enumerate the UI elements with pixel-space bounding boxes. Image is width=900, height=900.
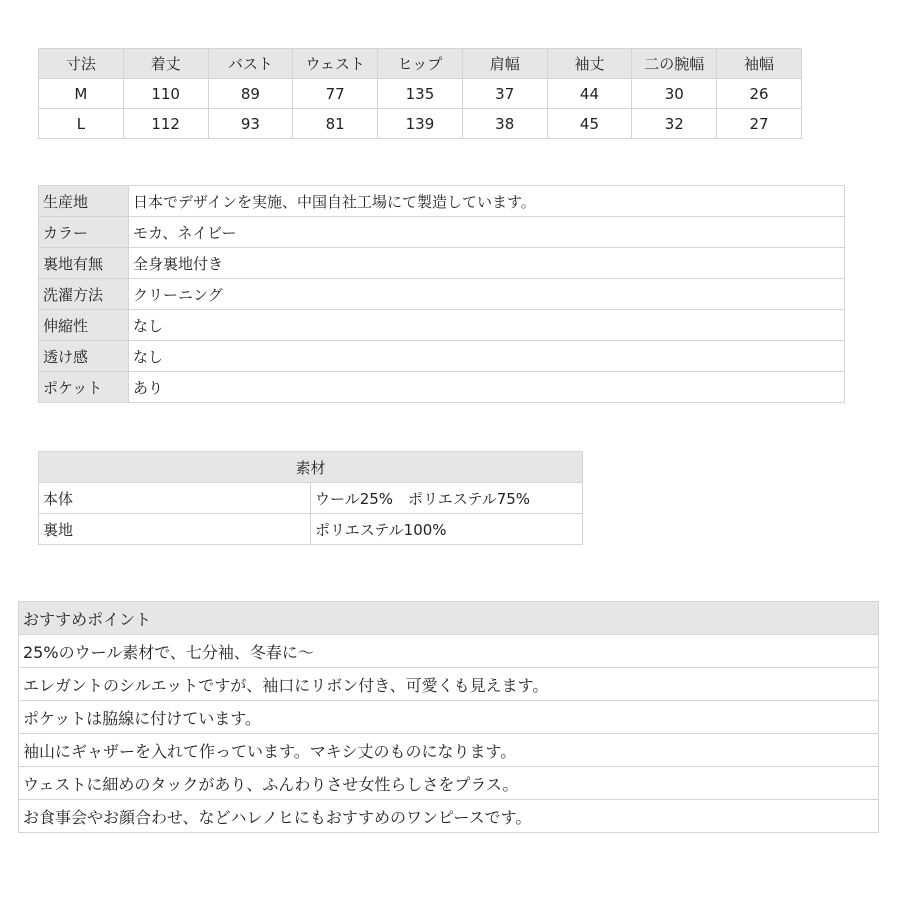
size-table (38, 48, 802, 139)
material-row (39, 483, 583, 514)
points-row (19, 800, 879, 833)
points-row (19, 767, 879, 800)
size-header-cell: 寸法 (39, 49, 124, 79)
spec-value: 全身裏地付き (129, 248, 845, 279)
spec-row (39, 248, 845, 279)
material-row (39, 514, 583, 545)
spec-value: なし (129, 310, 845, 341)
spec-value: クリーニング (129, 279, 845, 310)
spec-value: なし (129, 341, 845, 372)
size-cell: 26 (717, 79, 802, 109)
spec-label: ポケット (39, 372, 129, 403)
material-label: 本体 (39, 483, 311, 514)
material-header-row (39, 452, 583, 483)
point-item: ポケットは脇線に付けています。 (19, 701, 879, 734)
size-cell: 135 (378, 79, 463, 109)
size-header-cell: バスト (208, 49, 293, 79)
size-header-cell: 肩幅 (462, 49, 547, 79)
size-cell: 112 (123, 109, 208, 139)
material-label: 裏地 (39, 514, 311, 545)
spec-table (38, 185, 845, 403)
points-row (19, 668, 879, 701)
point-item: 袖山にギャザーを入れて作っています。マキシ丈のものになります。 (19, 734, 879, 767)
points-row (19, 635, 879, 668)
spec-label: 生産地 (39, 186, 129, 217)
points-row (19, 734, 879, 767)
size-cell: 27 (717, 109, 802, 139)
size-header-cell: 袖丈 (547, 49, 632, 79)
size-header-cell: ウェスト (293, 49, 378, 79)
material-value: ポリエステル100% (311, 514, 583, 545)
size-header-cell: 着丈 (123, 49, 208, 79)
spec-label: 伸縮性 (39, 310, 129, 341)
spec-row (39, 310, 845, 341)
size-cell: 89 (208, 79, 293, 109)
spec-row (39, 217, 845, 248)
spec-label: 洗濯方法 (39, 279, 129, 310)
points-table (18, 601, 879, 833)
points-title: おすすめポイント (19, 602, 879, 635)
size-cell: 45 (547, 109, 632, 139)
size-header-cell: 二の腕幅 (632, 49, 717, 79)
size-cell: 44 (547, 79, 632, 109)
spec-value: あり (129, 372, 845, 403)
point-item: 25%のウール素材で、七分袖、冬春に〜 (19, 635, 879, 668)
size-cell: 32 (632, 109, 717, 139)
size-cell: 81 (293, 109, 378, 139)
spec-label: 裏地有無 (39, 248, 129, 279)
size-table-row (39, 79, 802, 109)
size-cell: M (39, 79, 124, 109)
spec-row (39, 372, 845, 403)
spec-value: 日本でデザインを実施、中国自社工場にて製造しています。 (129, 186, 845, 217)
spec-row (39, 341, 845, 372)
material-value: ウール25% ポリエステル75% (311, 483, 583, 514)
size-header-cell: ヒップ (378, 49, 463, 79)
spec-value: モカ、ネイビー (129, 217, 845, 248)
material-title: 素材 (39, 452, 583, 483)
size-cell: 77 (293, 79, 378, 109)
material-table (38, 451, 583, 545)
spec-label: カラー (39, 217, 129, 248)
point-item: お食事会やお顔合わせ、などハレノヒにもおすすめのワンピースです。 (19, 800, 879, 833)
size-table-row (39, 109, 802, 139)
spec-row (39, 186, 845, 217)
size-cell: 38 (462, 109, 547, 139)
size-table-header-row (39, 49, 802, 79)
points-row (19, 701, 879, 734)
size-cell: L (39, 109, 124, 139)
point-item: ウェストに細めのタックがあり、ふんわりさせ女性らしさをプラス。 (19, 767, 879, 800)
size-cell: 93 (208, 109, 293, 139)
spec-row (39, 279, 845, 310)
size-cell: 37 (462, 79, 547, 109)
point-item: エレガントのシルエットですが、袖口にリボン付き、可愛くも見えます。 (19, 668, 879, 701)
size-cell: 139 (378, 109, 463, 139)
size-cell: 110 (123, 79, 208, 109)
points-header-row (19, 602, 879, 635)
spec-label: 透け感 (39, 341, 129, 372)
size-cell: 30 (632, 79, 717, 109)
size-header-cell: 袖幅 (717, 49, 802, 79)
